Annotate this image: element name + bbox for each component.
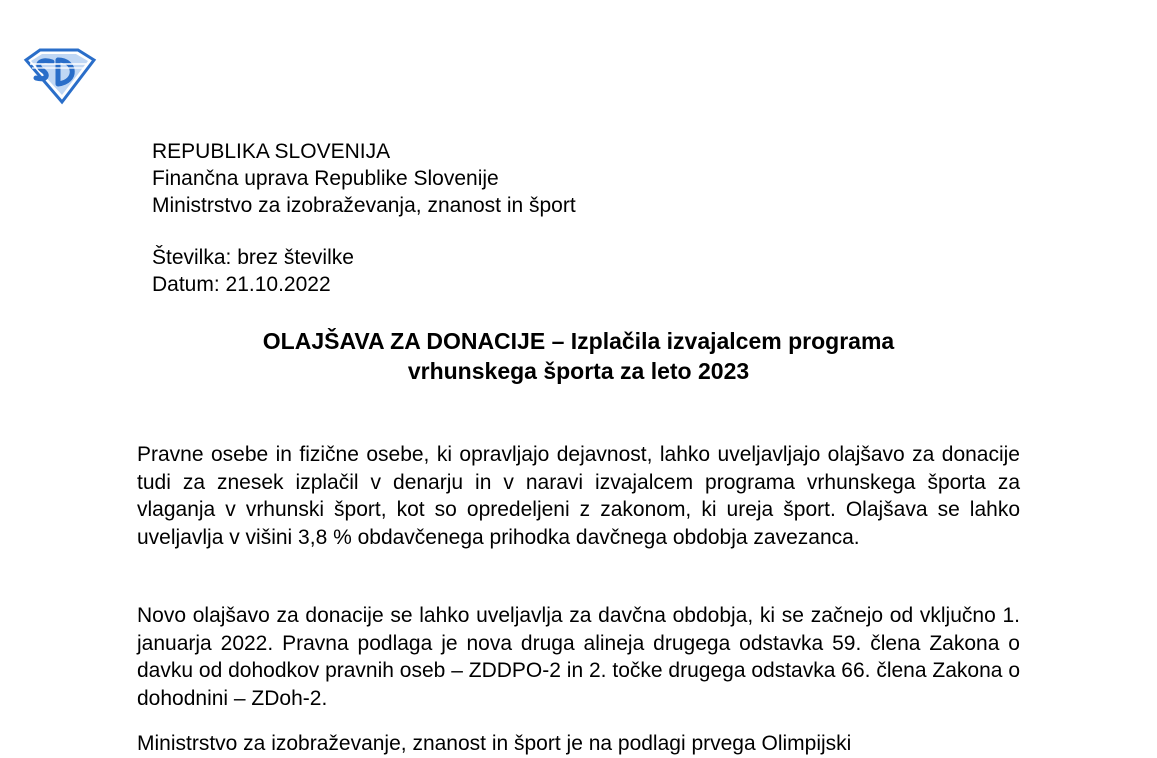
body-paragraph-3: Ministrstvo za izobraževanje, znanost in šport je na podlagi prvega Olimpijski: [137, 732, 852, 755]
document-title: [137, 326, 1020, 386]
issuer-header: [152, 138, 576, 219]
document-number: Številka: brez številke: [152, 246, 354, 269]
body-paragraph-1: Pravne osebe in fizične osebe, ki opravljajo dejavnost, lahko uveljavljajo olajšavo za donacije tudi za znesek izplačil v denarju in v naravi izvajalcem programa vrhunskega športa za vlaganja v vrhunski šport, kot so opredeljeni z zakonom, ki ureja šport. Olajšava se lahko uveljavlja v višini 3,8 % obdavčenega prihodka davčnega obdobja zavezanca.: [137, 443, 1020, 549]
document-date: Datum: 21.10.2022: [152, 273, 331, 296]
fu-logo-shield-icon: [22, 48, 96, 104]
issuer-ministry: Ministrstvo za izobraževanja, znanost in šport: [152, 194, 576, 217]
issuer-financial-administration: Finančna uprava Republike Slovenije: [152, 167, 499, 190]
issuer-republic: REPUBLIKA SLOVENIJA: [152, 140, 391, 163]
document-meta: [152, 244, 354, 298]
document-title-line-1: OLAJŠAVA ZA DONACIJE – Izplačila izvajalcem programa: [262, 328, 895, 354]
body-paragraph-2: Novo olajšavo za donacije se lahko uveljavlja za davčna obdobja, ki se začnejo od vključno 1. januarja 2022. Pravna podlaga je nova druga alineja drugega odstavka 59. člena Zakona o davku od dohodkov pravnih oseb – ZDDPO-2 in 2. točke drugega odstavka 66. člena Zakona o dohodnini – ZDoh-2.: [137, 604, 1020, 710]
document-title-line-2: vrhunskega športa za leto 2023: [407, 358, 750, 384]
